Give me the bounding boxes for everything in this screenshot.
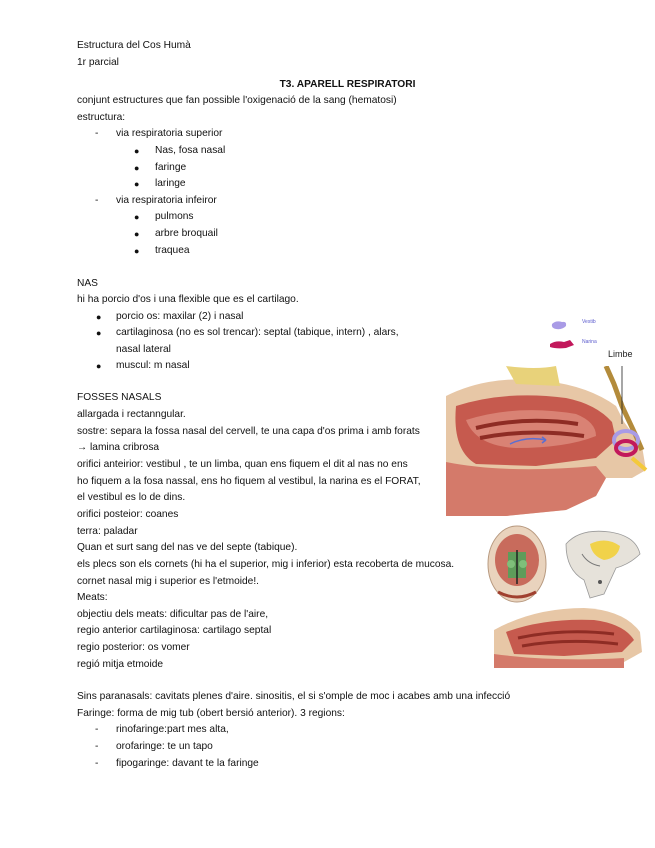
via-superior-label: via respiratoria superior <box>116 128 223 139</box>
page-title: T3. APARELL RESPIRATORI <box>279 79 416 90</box>
list-item: rinofaringe:part mes alta, <box>116 724 229 735</box>
text-line: el vestibul es lo de dins. <box>77 492 186 503</box>
legend-label-1: Vestib <box>582 319 596 325</box>
list-item: faringe <box>155 162 187 173</box>
text-line: regio posterior: os vomer <box>77 642 190 653</box>
list-item: cartilaginosa (no es sol trencar): septal (tabique, intern) , alars, <box>116 327 399 338</box>
bullet-marker: ● <box>96 312 102 322</box>
text-line: orifici posteior: coanes <box>77 509 179 520</box>
figure-legend <box>550 318 650 364</box>
nasal-cavity-illustration <box>446 366 652 516</box>
fosses-heading: FOSSES NASALS <box>77 392 162 403</box>
course-title: Estructura del Cos Humà <box>77 40 191 51</box>
text-line: orifici anteirior: vestibul , te un limba, quan ens fiquem el dit al nas no ens <box>77 459 408 470</box>
list-item: fipogaringe: davant te la faringe <box>116 758 259 769</box>
via-inferior-label: via respiratoria infeiror <box>116 195 217 206</box>
list-item: traquea <box>155 245 190 256</box>
text-line: Meats: <box>77 592 108 603</box>
text-line: objectiu dels meats: dificultar pas de l'aire, <box>77 609 269 620</box>
list-item-continuation: nasal lateral <box>116 344 171 355</box>
list-item: laringe <box>155 178 186 189</box>
nas-description: hi ha porcio d'os i una flexible que es el cartilago. <box>77 294 299 305</box>
legend-label-limbe: Limbe <box>608 349 633 359</box>
bullet-marker: ● <box>134 212 140 222</box>
bullet-marker: ● <box>96 328 102 338</box>
list-item: orofaringe: te un tapo <box>116 741 213 752</box>
bullet-marker: ● <box>96 361 102 371</box>
list-item: pulmons <box>155 211 194 222</box>
nasal-section-icon <box>446 366 652 516</box>
dash-marker: - <box>95 724 99 735</box>
text-line: cornet nasal mig i superior es l'etmoide!. <box>77 576 260 587</box>
text-line: sostre: separa la fossa nasal del cervell, te una capa d'os prima i amb forats <box>77 426 420 437</box>
ethmoid-bone-icon <box>560 524 644 600</box>
bullet-marker: ● <box>134 179 140 189</box>
text-line: Quan et surt sang del nas ve del septe (tabique). <box>77 542 298 553</box>
text-line: els plecs son els cornets (hi ha el superior, mig i inferior) esta recoberta de mucosa. <box>77 559 455 570</box>
text-line: → lamina cribrosa <box>77 442 160 453</box>
faringe-intro: Faringe: forma de mig tub (obert bersió anterior). 3 regions: <box>77 708 345 719</box>
lateral-nasal-wall-illustration <box>494 602 644 668</box>
nas-heading: NAS <box>77 278 98 289</box>
legend-label-2: Narina <box>582 339 597 345</box>
skull-front-illustration <box>486 524 548 604</box>
text-line: allargada i rectanngular. <box>77 409 186 420</box>
text-line: ho fiquem a la fosa nassal, ens ho fiquem al vestibul, la narina es el FORAT, <box>77 476 421 487</box>
list-item: porcio os: maxilar (2) i nasal <box>116 311 244 322</box>
text-line: regio anterior cartilaginosa: cartilago septal <box>77 625 272 636</box>
list-item: muscul: m nasal <box>116 360 190 371</box>
bullet-marker: ● <box>134 246 140 256</box>
dash-marker: - <box>95 128 99 139</box>
text-line: regió mitja etmoide <box>77 659 164 670</box>
legend-swatches-icon <box>550 318 650 364</box>
text-line: terra: paladar <box>77 526 138 537</box>
dash-marker: - <box>95 195 99 206</box>
dash-marker: - <box>95 758 99 769</box>
bullet-marker: ● <box>134 146 140 156</box>
list-item: Nas, fosa nasal <box>155 145 226 156</box>
nasal-wall-icon <box>494 602 644 668</box>
sins-paranasals-text: Sins paranasals: cavitats plenes d'aire. sinositis, el si s'omple de moc i acabes amb una infecció <box>77 691 511 702</box>
bullet-marker: ● <box>134 229 140 239</box>
ethmoid-illustration <box>560 524 644 600</box>
bullet-marker: ● <box>134 163 140 173</box>
course-part: 1r parcial <box>77 57 119 68</box>
definition-text: conjunt estructures que fan possible l'oxigenació de la sang (hematosi) <box>77 95 397 106</box>
dash-marker: - <box>95 741 99 752</box>
estructura-label: estructura: <box>77 112 126 123</box>
skull-icon <box>486 524 548 604</box>
list-item: arbre broquail <box>155 228 218 239</box>
